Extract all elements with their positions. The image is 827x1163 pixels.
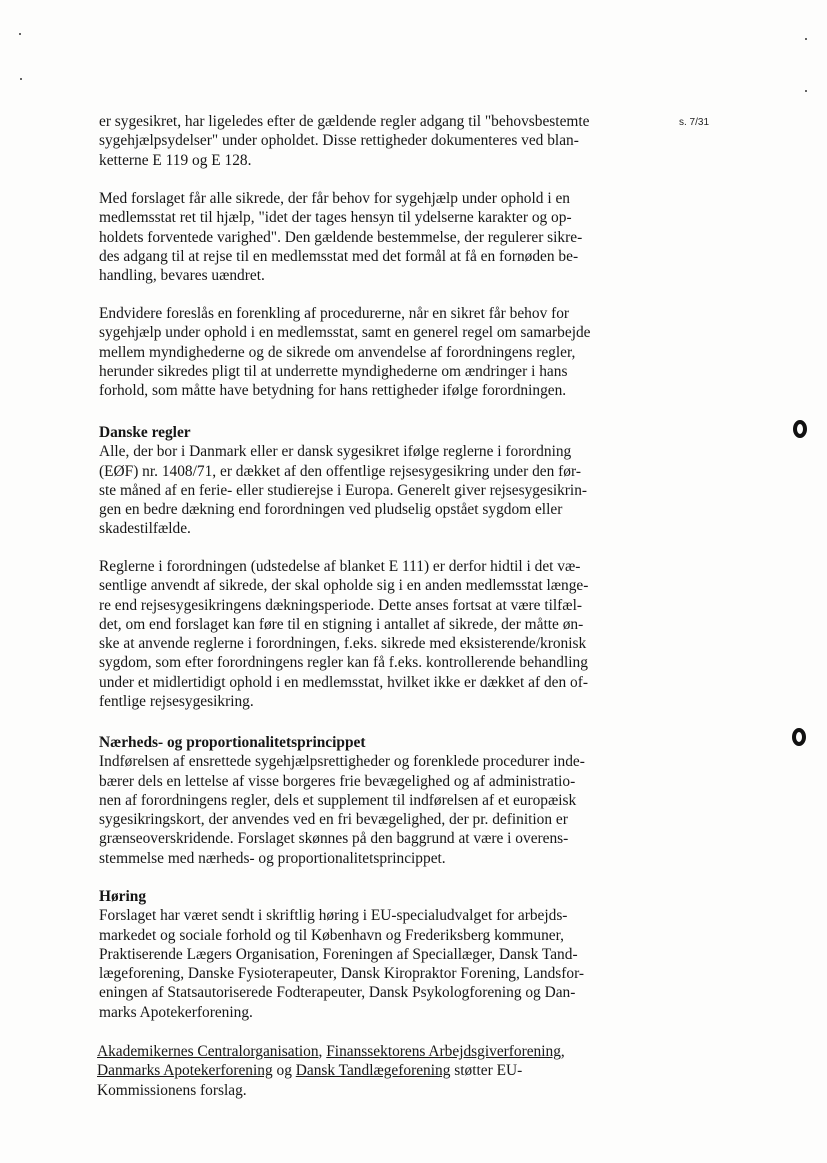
text-line: Alle, der bor i Danmark eller er dansk sygesikret ifølge reglerne i forordning [99, 443, 572, 461]
text-line: under et midlertidigt ophold i en medlemsstat, hvilket ikke er dækket af den of- [99, 673, 588, 691]
text-line: Med forslaget får alle sikrede, der får behov for sygehjælp under ophold i en [99, 190, 570, 207]
text-line: fentlige rejsesygesikring. [99, 693, 254, 711]
text-line: forhold, som måtte have betydning for hans rettigheder ifølge forordningen. [99, 382, 567, 400]
punch-hole-mark [793, 420, 807, 438]
text-line: sygehjælpsydelser" under opholdet. Disse rettigheder dokumenteres ved blan- [99, 132, 579, 150]
text-line: Praktiserende Lægers Organisation, Foreningen af Speciallæger, Dansk Tand- [99, 945, 578, 963]
org-danmarks-apotekerforening: Danmarks Apotekerforening [97, 1062, 273, 1080]
text-line: det, om end forslaget kan føre til en stigning i antallet af sikrede, der måtte øn- [99, 615, 584, 633]
text-line: marks Apotekerforening. [99, 1003, 253, 1021]
text-line: herunder sikredes pligt til at underrette myndighederne om ændringer i hans [99, 362, 568, 380]
separator-text: , [318, 1043, 327, 1060]
text-line: re end rejsesygesikringens dækningsperiode. Dette anses fortsat at være tilfæl- [99, 596, 582, 614]
text-line: Indførelsen af ensrettede sygehjælpsrettigheder og forenklede procedurer inde- [99, 753, 585, 771]
paragraph-regulation-use [99, 557, 588, 711]
org-finanssektorens-arbejdsgiverforening: Finanssektorens Arbejdsgiverforening [326, 1043, 561, 1060]
paragraph-benefits-continued [99, 112, 589, 170]
section-heading: Nærheds- og proportionalitetsprincippet [99, 734, 366, 751]
text-line: ste måned af en ferie- eller studierejse i Europa. Generelt giver rejsesygesikrin- [99, 481, 588, 499]
section-heading: Høring [99, 888, 147, 905]
section-subsidiarity [99, 733, 585, 868]
text-line: Endvidere foreslås en forenkling af procedurerne, når en sikret får behov for [99, 305, 570, 322]
text-line: Reglerne i forordningen (udstedelse af blanket E 111) er derfor hidtil i det væ- [99, 558, 581, 575]
text-line: nen af forordningens regler, dels et supplement til indførelsen af et europæisk [99, 791, 577, 809]
text-line: mellem myndighederne og de sikrede om anvendelse af forordningens regler, [99, 343, 576, 361]
text-line: skadestilfælde. [99, 520, 191, 538]
separator-text: , [560, 1043, 565, 1060]
scan-speck [805, 90, 807, 92]
page-number: s. 7/31 [679, 117, 710, 128]
text-line: lægeforening, Danske Fysioterapeuter, Dansk Kiropraktor Forening, Landsfor- [99, 965, 585, 983]
paragraph-support-statement [97, 1042, 565, 1100]
text-line: des adgang til at rejse til en medlemsstat med det formål at få en fornøden be- [99, 247, 579, 265]
punch-hole-mark [792, 728, 806, 746]
text-line: er sygesikret, har ligeledes efter de gældende regler adgang til "behovsbestemte [99, 113, 590, 130]
text-line: bærer dels en lettelse af visse borgeres frie bevægelighed og af administratio- [99, 772, 576, 790]
section-hearing [99, 887, 584, 1022]
org-akademikernes-centralorganisation: Akademikernes Centralorganisation [97, 1043, 319, 1060]
text-line: (EØF) nr. 1408/71, er dækket af den offentlige rejsesygesikring under den før- [99, 462, 581, 480]
scan-speck [20, 78, 22, 80]
text-line [97, 1042, 565, 1061]
text-line: sygehjælp under ophold i en medlemsstat, samt en generel regel om samarbejde [99, 324, 591, 342]
text-line: grænseoverskridende. Forslaget skønnes på den baggrund at være i overens- [99, 830, 569, 848]
text-line: ske at anvende reglerne i forordningen, f.eks. sikrede med eksisterende/kronisk [99, 635, 587, 653]
text-line: eningen af Statsautoriserede Fodterapeuter, Dansk Psykologforening og Dan- [99, 984, 576, 1002]
text-line: ketterne E 119 og E 128. [99, 151, 252, 169]
scan-speck [19, 33, 21, 35]
paragraph-proposal [99, 189, 582, 285]
text-line: handling, bevares uændret. [99, 267, 265, 285]
text-line: gen en bedre dækning end forordningen ved pludselig opstået sygdom eller [99, 501, 563, 519]
text-line: sygesikringskort, der anvendes ved en fri bevægelighed, der pr. definition er [99, 811, 568, 829]
org-dansk-tandlaegeforening: Dansk Tandlægeforening [295, 1062, 451, 1080]
text-line: holdets forventede varighed". Den gældende bestemmelse, der regulerer sikre- [99, 228, 583, 246]
paragraph-simplification [99, 304, 591, 400]
section-danske-regler [99, 423, 587, 539]
text-line: stemmelse med nærheds- og proportionalitetsprincippet. [99, 849, 446, 867]
scan-speck [805, 38, 807, 40]
text-line [97, 1061, 565, 1080]
text-line: sentlige anvendt af sikrede, der skal opholde sig i en anden medlemsstat længe- [99, 577, 589, 595]
section-heading: Danske regler [99, 424, 191, 441]
text-line: medlemsstat ret til hjælp, "idet der tages hensyn til ydelserne karakter og op- [99, 209, 572, 227]
text-line: sygdom, som efter forordningens regler kan få f.eks. kontrollerende behandling [99, 654, 588, 672]
separator-text: og [272, 1062, 296, 1080]
tail-text: støtter EU- [450, 1062, 523, 1080]
text-line: Forslaget har været sendt i skriftlig høring i EU-specialudvalget for arbejds- [99, 907, 568, 925]
text-line: Kommissionens forslag. [97, 1081, 247, 1099]
text-line: markedet og sociale forhold og til København og Frederiksberg kommuner, [99, 926, 564, 944]
